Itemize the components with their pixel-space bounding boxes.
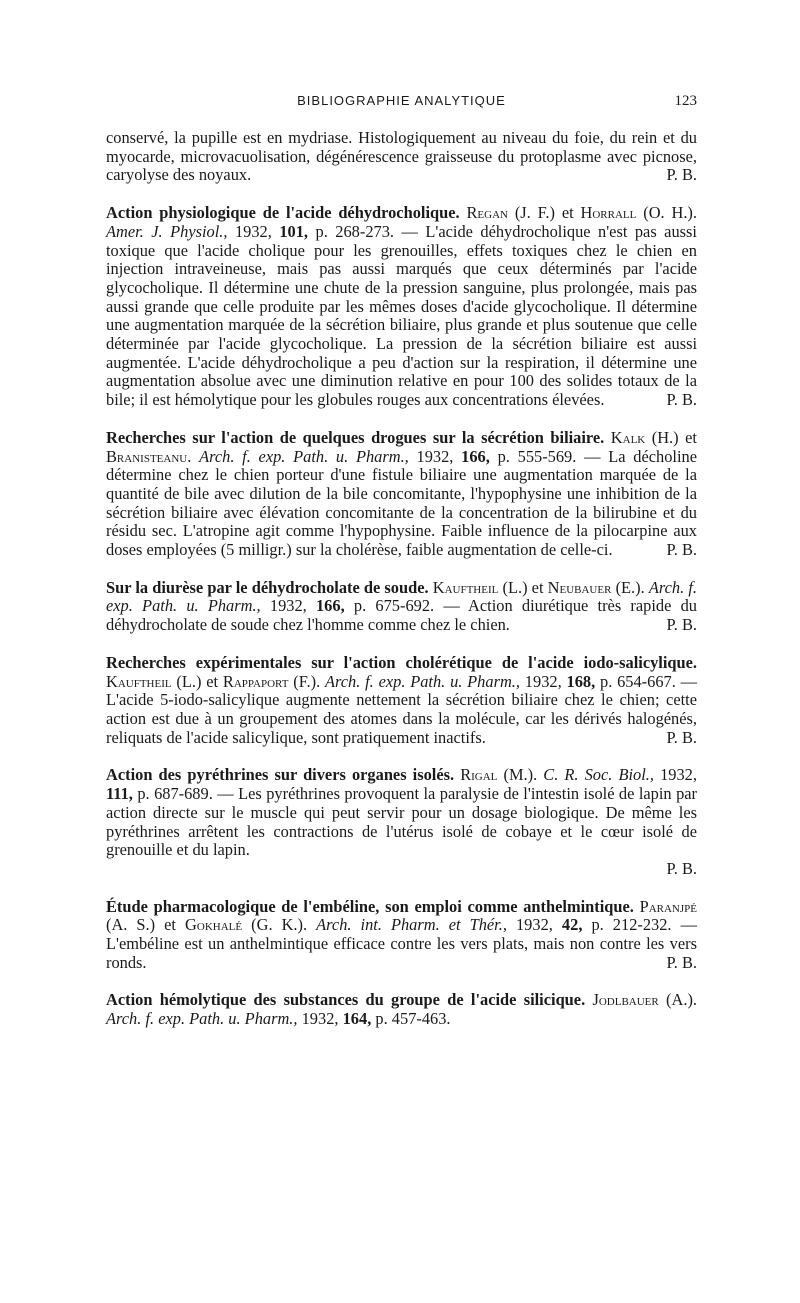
entry-pages: p. 268-273. xyxy=(315,221,395,241)
entry-pages: p. 555-569. xyxy=(497,446,577,466)
entry-author-initials: (L.) xyxy=(502,577,528,597)
page-body xyxy=(106,129,697,1048)
entry-author: Kalk xyxy=(610,427,646,447)
entry-year: 1932, xyxy=(269,596,307,616)
entry-signature: P. B. xyxy=(666,540,697,560)
entry-author-initials: (A.). xyxy=(666,990,697,1010)
entry-title: Action physiologique de l'acide déhydrocholique. xyxy=(106,203,460,223)
entry-conjunction: et xyxy=(561,203,574,223)
entry-year: 1932, xyxy=(524,671,562,691)
entry-year: 1932, xyxy=(515,915,553,935)
bibliography-entry xyxy=(106,991,697,1028)
entry-author: Branisteanu. xyxy=(106,446,192,466)
entry-pages: p. 212-232. xyxy=(591,915,672,935)
entry-title: Action des pyréthrines sur divers organes isolés. xyxy=(106,765,455,785)
entry-author: Rigal xyxy=(460,765,498,785)
entry-title: Sur la diurèse par le déhydrocholate de soude. xyxy=(106,577,429,597)
entry-volume: 101, xyxy=(279,221,309,241)
entry-pages: p. 654-667. xyxy=(600,671,676,691)
page-header xyxy=(106,93,697,115)
entry-author: Jodlbauer xyxy=(592,990,659,1010)
entry-author-initials: (E.). xyxy=(615,577,645,597)
entry-year: 1932, xyxy=(301,1009,339,1029)
entry-author-initials: (H.) xyxy=(651,427,679,447)
entry-volume: 166, xyxy=(315,596,345,616)
entry-author: Kauftheil xyxy=(432,577,499,597)
entry-author-initials: (M.). xyxy=(503,765,538,785)
entry-year: 1932, xyxy=(660,765,697,785)
entry-signature: P. B. xyxy=(666,165,697,185)
page-number: 123 xyxy=(674,93,697,109)
entry-journal: Arch. int. Pharm. et Thér., xyxy=(316,915,507,935)
entry-text: — La décholine détermine chez le chien porteur d'une fistule biliaire une augmentation marquée de la quantité de bile avec dilution de la bile concomitante, l'hypophysine une inhibition de la sécrétion biliaire avec élévation concomitante de la concentration de la bilirubine et du résidu sec. L'atropine agit comme l'hypophysine. Faible influence de la pilocarpine aux doses employées (5 milligr.) sur la cholérèse, faible augmentation de celle-ci. xyxy=(106,446,697,560)
entry-author: Regan xyxy=(466,203,508,223)
entry-author: Kauftheil xyxy=(106,671,172,691)
entry-conjunction: et xyxy=(685,427,697,447)
entry-text: — L'embéline est un anthelmintique efficace contre les vers plats, mais non contre les vers ronds. xyxy=(106,915,697,972)
bibliography-entry xyxy=(106,898,697,973)
entry-pages: p. 457-463. xyxy=(375,1009,451,1029)
running-title: BIBLIOGRAPHIE ANALYTIQUE xyxy=(297,93,506,108)
entry-journal: Arch. f. exp. Path. u. Pharm., xyxy=(106,1009,298,1029)
entry-signature: P. B. xyxy=(666,615,697,635)
entry-author: Neubauer xyxy=(547,577,612,597)
entry-volume: 111, xyxy=(106,784,133,804)
entry-text: — Action diurétique très rapide du déhydrocholate de soude chez l'homme comme chez le chien. xyxy=(106,596,697,635)
entry-author-initials: (O. H.). xyxy=(643,203,697,223)
entry-pages: p. 687-689. xyxy=(137,784,213,804)
entry-title: Recherches expérimentales sur l'action cholérétique de l'acide iodo-salicylique. xyxy=(106,652,697,672)
entry-volume: 168, xyxy=(566,671,596,691)
entry-year: 1932, xyxy=(416,446,454,466)
entry-signature: P. B. xyxy=(666,727,697,747)
entry-volume: 42, xyxy=(561,915,583,935)
entry-journal: C. R. Soc. Biol., xyxy=(543,765,654,785)
entry-author-initials: (G. K.). xyxy=(251,915,308,935)
entry-journal: Arch. f. exp. Path. u. Pharm., xyxy=(324,671,520,691)
entry-signature: P. B. xyxy=(666,952,697,972)
entry-text: — L'acide 5-iodo-salicylique augmente nettement la sécrétion biliaire chez le chien; cette action est due à un groupement des atomes dans la molécule, car les dérivés halogénés, reliquats de l'acide salicylique, sont pratiquement inactifs. xyxy=(106,671,698,747)
entry-title: Recherches sur l'action de quelques drogues sur la sécrétion biliaire. xyxy=(106,427,605,447)
bibliography-entry xyxy=(106,654,697,748)
entry-author: Rappaport xyxy=(222,671,289,691)
entry-journal: Arch. f. exp. Path. u. Pharm., xyxy=(199,446,409,466)
entry-conjunction: et xyxy=(531,577,544,597)
entry-conjunction: et xyxy=(206,671,219,691)
bibliography-entry xyxy=(106,204,697,410)
bibliography-entry xyxy=(106,766,697,878)
entry-author: Gokhalé xyxy=(185,915,243,935)
entry-author-initials: (J. F.) xyxy=(514,203,555,223)
entry-volume: 166, xyxy=(461,446,490,466)
entry-year: 1932, xyxy=(234,221,272,241)
entry-journal: Amer. J. Physiol., xyxy=(106,221,228,241)
entry-signature: P. B. xyxy=(666,858,697,878)
entry-title: Étude pharmacologique de l'embéline, son emploi comme anthelmintique. xyxy=(106,896,634,916)
entry-author-initials: (F.). xyxy=(293,671,321,691)
entry-text: — Les pyréthrines provoquent la paralysie de l'intestin isolé de lapin par action directe sur le muscle qui peut servir pour un dosage biologique. De même les pyréthrines arrêtent les contractions de l'utérus isolé de cobaye et le cœur isolé de grenouille et du lapin. xyxy=(106,784,697,860)
entry-pages: p. 675-692. xyxy=(353,596,435,616)
entry-journal: Arch. f. exp. Path. u. Pharm., xyxy=(106,577,697,616)
entry-continuation xyxy=(106,129,697,185)
entry-signature: P. B. xyxy=(666,390,697,410)
entry-author: Paranjpé xyxy=(639,896,697,916)
entry-author: Horrall xyxy=(580,203,637,223)
entry-text: conservé, la pupille est en mydriase. Histologiquement au niveau du foie, du rein et du myocarde, microvacuolisation, dégénérescence graisseuse du protoplasme avec picnose, caryolyse des noyaux. xyxy=(106,128,697,185)
entry-volume: 164, xyxy=(342,1009,372,1029)
bibliography-entry xyxy=(106,429,697,560)
entry-conjunction: et xyxy=(164,915,176,935)
entry-author-initials: (L.) xyxy=(176,671,202,691)
entry-text: — L'acide déhydrocholique n'est pas aussi toxique que l'acide cholique pour les grenouilles, effets toxiques chez le chien en injection intraveineuse, mais pas aussi marqués que ceux déterminés par l'acide glycocholique. Il détermine une chute de la pression sanguine, plus prolongée, mais pas aussi grande que celle produite par les mêmes doses d'acide glycocholique. Il détermine une augmentation marquée de la sécrétion biliaire, plus grande et plus soutenue que celle déterminée par l'acide glycocholique. La pression de la sécrétion biliaire est aussi augmentée. L'acide déhydrocholique a peu d'action sur la respiration, il détermine une augmentation absolue avec une diminution relative en pour 100 des solides totaux de la bile; il est hémolytique pour les globules rouges aux concentrations élevées. xyxy=(106,221,697,410)
entry-author-initials: (A. S.) xyxy=(106,915,156,935)
bibliography-entry xyxy=(106,579,697,635)
entry-title: Action hémolytique des substances du groupe de l'acide silicique. xyxy=(106,990,586,1010)
